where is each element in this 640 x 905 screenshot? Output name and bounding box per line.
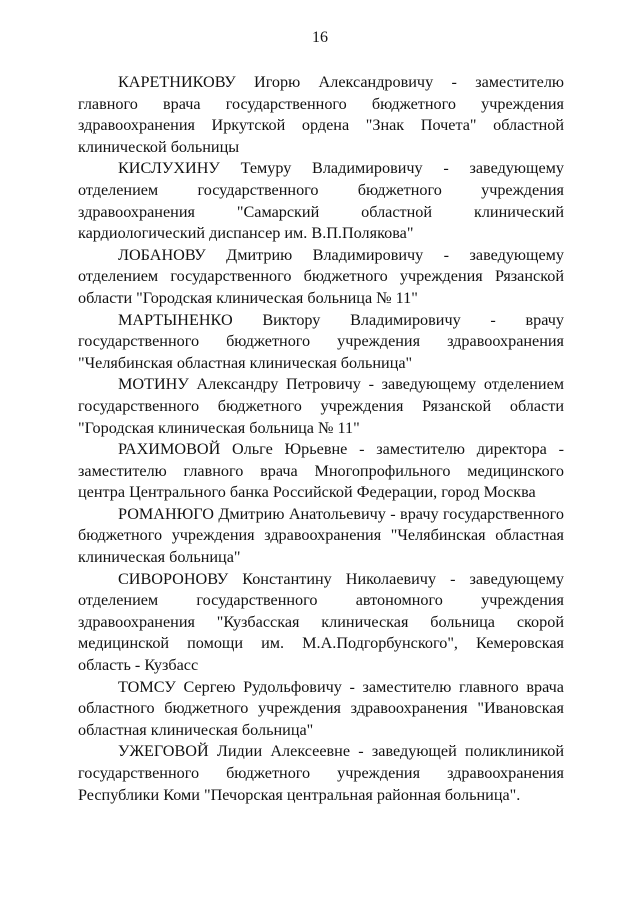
list-item: КАРЕТНИКОВУ Игорю Александровичу - заместителю главного врача государственного бюджетного учреждения здравоохранения Иркутской ордена "Знак Почета" областной клинической больницы [78,73,564,156]
list-item: КИСЛУХИНУ Темуру Владимировичу - заведующему отделением государственного бюджетного учреждения здравоохранения "Самарский областной клинический кардиологический диспансер им. В.П.Полякова" [78,159,564,243]
list-item: РОМАНЮГО Дмитрию Анатольевичу - врачу государственного бюджетного учреждения здравоохранения "Челябинская областная клиническая больница" [78,504,564,567]
list-item: МАРТЫНЕНКО Виктору Владимировичу - врачу государственного бюджетного учреждения здравоохранения "Челябинская областная клиническая больница" [78,310,564,372]
list-item: МОТИНУ Александру Петровичу - заведующему отделением государственного бюджетного учреждения Рязанской области "Городская клиническая больница № 11" [78,375,564,437]
page-number: 16 [312,29,328,46]
list-item: ЛОБАНОВУ Дмитрию Владимировичу - заведующему отделением государственного бюджетного учреждения Рязанской области "Городская клиническая больница № 11" [78,245,564,307]
list-item: РАХИМОВОЙ Ольге Юрьевне - заместителю директора - заместителю главного врача Многопрофильного медицинского центра Центрального банка Российской Федерации, город Москва [78,440,564,502]
award-list [78,72,564,806]
list-item: ТОМСУ Сергею Рудольфовичу - заместителю главного врача областного бюджетного учреждения здравоохранения "Ивановская областная клиническая больница" [78,677,564,739]
list-item: СИВОРОНОВУ Константину Николаевичу - заведующему отделением государственного автономного учреждения здравоохранения "Кузбасская клиническая больница скорой медицинской помощи им. М.А.Подгорбунского", Кемеровская область - Кузбасс [78,569,564,675]
list-item: УЖЕГОВОЙ Лидии Алексеевне - заведующей поликлиникой государственного бюджетного учреждения здравоохранения Республики Коми "Печорская центральная районная больница". [78,742,564,804]
